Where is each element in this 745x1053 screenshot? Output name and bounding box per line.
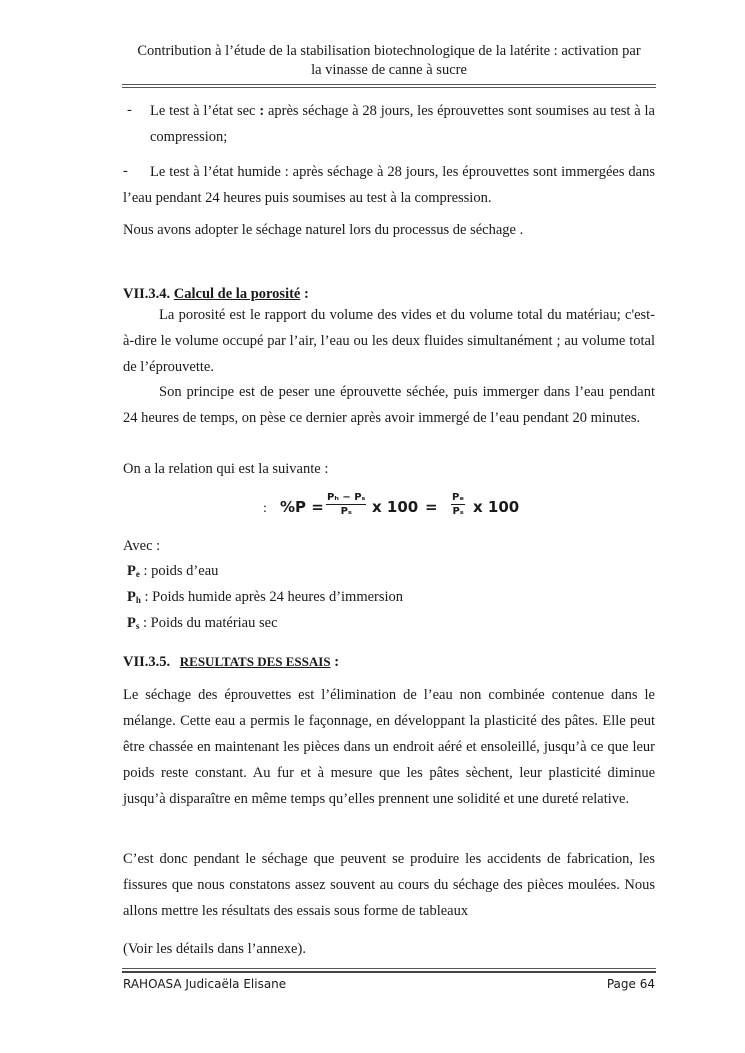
section-heading-porosity [123, 286, 309, 303]
dry-test-sep: : [255, 103, 268, 119]
formula-lhs: %P = [280, 498, 324, 516]
bullet-dash: - [123, 163, 128, 179]
section-colon: : [300, 286, 309, 302]
definition-pe [127, 563, 659, 580]
symbol-subscript: s [135, 621, 140, 631]
footer-rule-thick [122, 971, 656, 973]
section-number: VII.3.5. [123, 654, 171, 670]
header-rule-double [122, 87, 656, 88]
symbol: P [127, 589, 136, 605]
footer-rule [122, 968, 656, 969]
drying-note: Nous avons adopter le séchage naturel lors du processus de séchage . [123, 222, 524, 238]
symbol-subscript: e [135, 569, 140, 579]
section-colon: : [330, 654, 340, 670]
formula-multiplier-2: x 100 [473, 498, 520, 516]
relation-intro: On a la relation qui est la suivante : [123, 461, 329, 477]
definition-text: : Poids humide après 24 heures d’immersion [140, 589, 404, 605]
fraction-1 [326, 492, 366, 518]
definition-ps [127, 615, 659, 632]
header-line-2: la vinasse de canne à sucre [311, 62, 467, 78]
fraction-1-numerator: Pₕ − Pₛ [327, 492, 366, 503]
porosity-paragraph-1: La porosité est le rapport du volume des vides et du volume total du matériau; c'est-à-dire le volume occupé par l’air, l’eau ou les deux fluides simultanément ; au volume total de l’éprouvette. [123, 307, 655, 375]
symbol: P [127, 615, 136, 631]
symbol: P [127, 563, 136, 579]
header-rule [122, 84, 656, 85]
definition-text: : poids d’eau [139, 563, 219, 579]
annex-note: (Voir les détails dans l’annexe). [123, 941, 306, 957]
definition-text: : Poids du matériau sec [139, 615, 278, 631]
fraction-2-denominator: Pₛ [452, 506, 464, 517]
avec-label: Avec : [123, 538, 161, 554]
fraction-1-denominator: Pₛ [340, 506, 352, 517]
porosity-paragraph-2: Son principe est de peser une éprouvette séchée, puis immerger dans l’eau pendant 24 heures de temps, on pèse ce dernier après avoir immergé de l’eau pendant 20 minutes. [123, 384, 655, 426]
dry-test-lead: Le test à l’état sec [150, 103, 256, 119]
section-heading-results [123, 654, 339, 671]
bullet-dash: - [127, 102, 132, 118]
fraction-2-numerator: Pₑ [452, 492, 465, 503]
porosity-formula [258, 490, 558, 530]
definition-ph [127, 589, 659, 606]
section-number: VII.3.4. [123, 286, 171, 302]
section-title: Calcul de la porosité [173, 286, 301, 302]
wet-test-item: Le test à l’état humide : après séchage à 28 jours, les éprouvettes sont immergées dans l’eau pendant 24 heures puis soumises au test à la compression. [123, 164, 655, 206]
header-line-1: Contribution à l’étude de la stabilisation biotechnologique de la latérite : activation par [137, 43, 641, 59]
footer-author: RAHOASA Judicaëla Elisane [123, 977, 287, 991]
results-paragraph-2: C’est donc pendant le séchage que peuvent se produire les accidents de fabrication, les fissures que nous constatons assez souvent au cours du séchage des pièces moulées. Nous allons mettre les résultats des essais sous forme de tableaux [123, 851, 655, 919]
running-header [122, 42, 656, 80]
dry-test-text: après séchage à 28 jours, les éprouvettes sont soumises au test à la compression; [150, 103, 655, 145]
dry-test-item [150, 98, 655, 150]
fraction-2 [451, 492, 465, 518]
section-title: RESULTATS DES ESSAIS [179, 654, 331, 669]
formula-equals: = [425, 498, 438, 516]
formula-multiplier-1: x 100 [372, 498, 419, 516]
formula-lead: : [263, 501, 267, 516]
symbol-subscript: h [135, 595, 141, 605]
results-paragraph-1: Le séchage des éprouvettes est l’élimination de l’eau non combinée contenue dans le mélange. Cette eau a permis le façonnage, en développant la plasticité des pâtes. Elle peut être chassée en maintenant les pièces dans un endroit aéré et ensoleillé, jusqu’à ce que leur poids reste constant. Au fur et à mesure que les pâtes sèchent, leur plasticité diminue jusqu’à disparaître en même temps qu’elles prennent une solidité et une dureté relative. [123, 687, 655, 807]
page-number: Page 64 [606, 977, 655, 991]
